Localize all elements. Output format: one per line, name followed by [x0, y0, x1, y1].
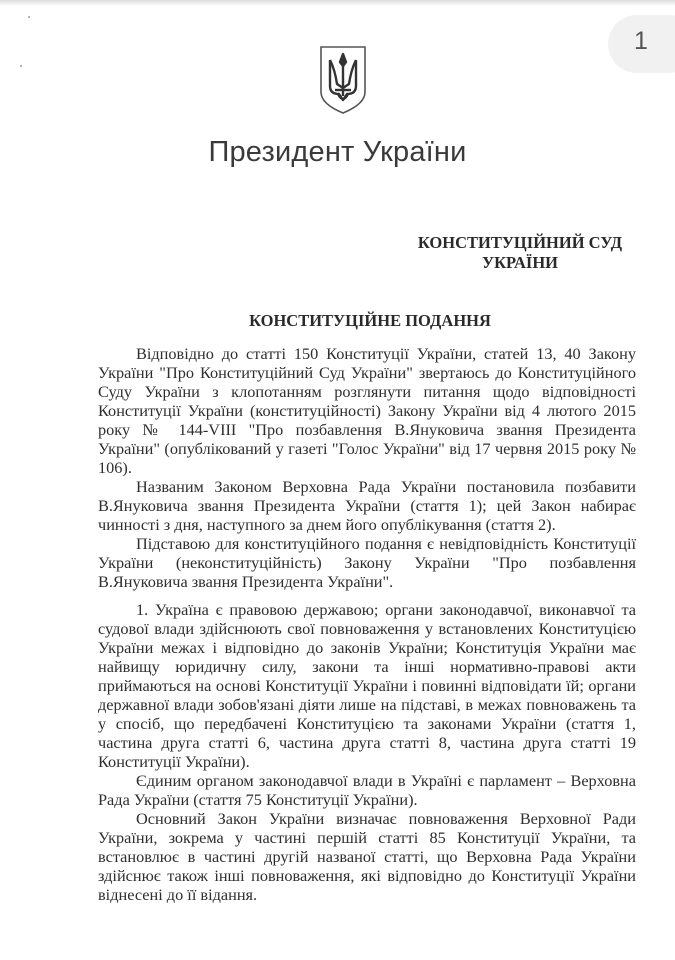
paragraph: Відповідно до статті 150 Конституції України, статей 13, 40 Закону України "Про Конституційний Суд України" звертаюсь до Конституційного Суду України з клопотанням розглянути питання щодо відповідності Конституції України (конституційності) Закону України від 4 лютого 2015 року № 144-VIII "Про позбавлення В.Януковича звання Президента України" (опублікований у газеті "Голос України" від 17 червня 2015 року № 106). [98, 344, 636, 477]
viewer-top-shadow [0, 0, 675, 6]
paragraph: Єдиним органом законодавчої влади в Україні є парламент – Верховна Рада України (стаття 75 Конституції України). [98, 771, 636, 809]
paragraph: Названим Законом Верховна Рада України постановила позбавити В.Януковича звання Президента України (стаття 1); цей Закон набирає чинності з дня, наступного за днем його опублікування (стаття 2). [98, 477, 636, 534]
page-number: 1 [634, 27, 648, 55]
addressee-line-1: КОНСТИТУЦІЙНИЙ СУД [417, 233, 623, 252]
paragraph: Основний Закон України визначає повноваження Верховної Ради України, зокрема у частині першій статті 85 Конституції України, та встановлює в частині другій названої статті, що Верховна Рада України здійснює також інші повноваження, які відповідно до Конституції України віднесені до її відання. [98, 809, 636, 904]
page-number-badge [608, 15, 675, 73]
scan-speck [20, 65, 22, 67]
paragraph: 1. Україна є правовою державою; органи законодавчої, виконавчої та судової влади здійснюють свої повноваження у встановлених Конституцією України межах і відповідно до законів України; Конституція України має найвищу юридичну силу, закони та інші нормативно-правові акти приймаються на основі Конституції України і повинні відповідати їй; органи державної влади зобов'язані діяти лише на підставі, в межах повноважень та у спосіб, що передбачені Конституцією та законами України (стаття 1, частина друга статті 6, частина друга статті 8, частина друга статті 19 Конституції України). [98, 600, 636, 771]
scan-speck [28, 16, 30, 18]
document-body [98, 344, 636, 904]
addressee-line-2: УКРАЇНИ [481, 253, 559, 272]
document-heading: КОНСТИТУЦІЙНЕ ПОДАННЯ [249, 311, 491, 330]
issuer-title: Президент України [208, 136, 467, 168]
addressee-block [400, 233, 640, 273]
coat-of-arms-icon [317, 44, 369, 116]
paragraph: Підставою для конституційного подання є невідповідність Конституції України (неконституційність) Закону України "Про позбавлення В.Януковича звання Президента України". [98, 534, 636, 591]
